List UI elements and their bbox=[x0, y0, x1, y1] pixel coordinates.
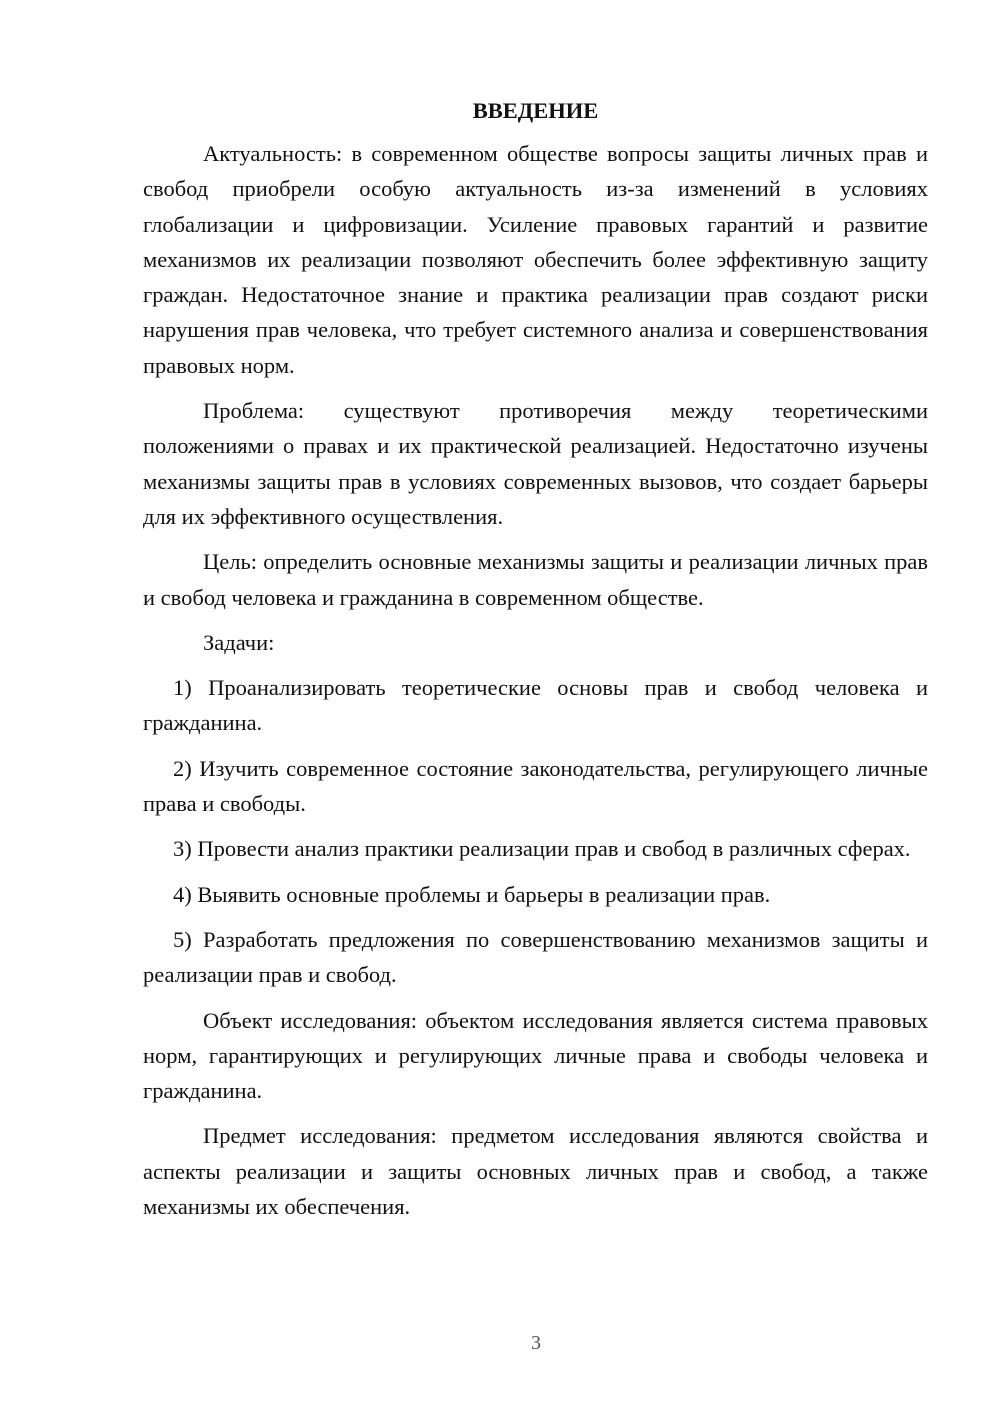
paragraph-problem: Проблема: существуют противоречия между теоретическими положениями о правах и их практической реализацией. Недостаточно изучены механизмы защиты прав в условиях современных вызовов, что создает барьеры для их эффективного осуществления. bbox=[143, 398, 928, 529]
page-title: ВВЕДЕНИЕ bbox=[472, 98, 599, 123]
page-content bbox=[143, 96, 928, 1224]
paragraph-subject: Предмет исследования: предметом исследования являются свойства и аспекты реализации и защиты основных личных прав и свобод, а также механизмы их обеспечения. bbox=[143, 1123, 928, 1220]
task-item-2: 2) Изучить современное состояние законодательства, регулирующего личные права и свободы. bbox=[143, 755, 928, 817]
task-item-1: 1) Проанализировать теоретические основы прав и свобод человека и гражданина. bbox=[143, 675, 928, 736]
paragraph-tasks-heading: Задачи: bbox=[203, 629, 275, 655]
paragraph-object: Объект исследования: объектом исследования является система правовых норм, гарантирующих и регулирующих личные права и свободы человека и гражданина. bbox=[143, 1007, 928, 1104]
page-number: 3 bbox=[531, 1332, 541, 1354]
paragraph-goal: Цель: определить основные механизмы защиты и реализации личных прав и свобод человека и гражданина в современном обществе. bbox=[143, 549, 928, 610]
task-item-4: 4) Выявить основные проблемы и барьеры в реализации прав. bbox=[173, 881, 771, 907]
paragraph-relevance: Актуальность: в современном обществе вопросы защиты личных прав и свобод приобрели особую актуальность из-за изменений в условиях глобализации и цифровизации. Усиление правовых гарантий и развитие механизмов их реализации позволяют обеспечить более эффективную защиту граждан. Недостаточное знание и практика реализации прав создают риски нарушения прав человека, что требует системного анализа и совершенствования правовых норм. bbox=[143, 141, 928, 378]
task-item-5: 5) Разработать предложения по совершенствованию механизмов защиты и реализации прав и свобод. bbox=[143, 926, 928, 988]
task-item-3: 3) Провести анализ практики реализации прав и свобод в различных сферах. bbox=[173, 836, 911, 862]
